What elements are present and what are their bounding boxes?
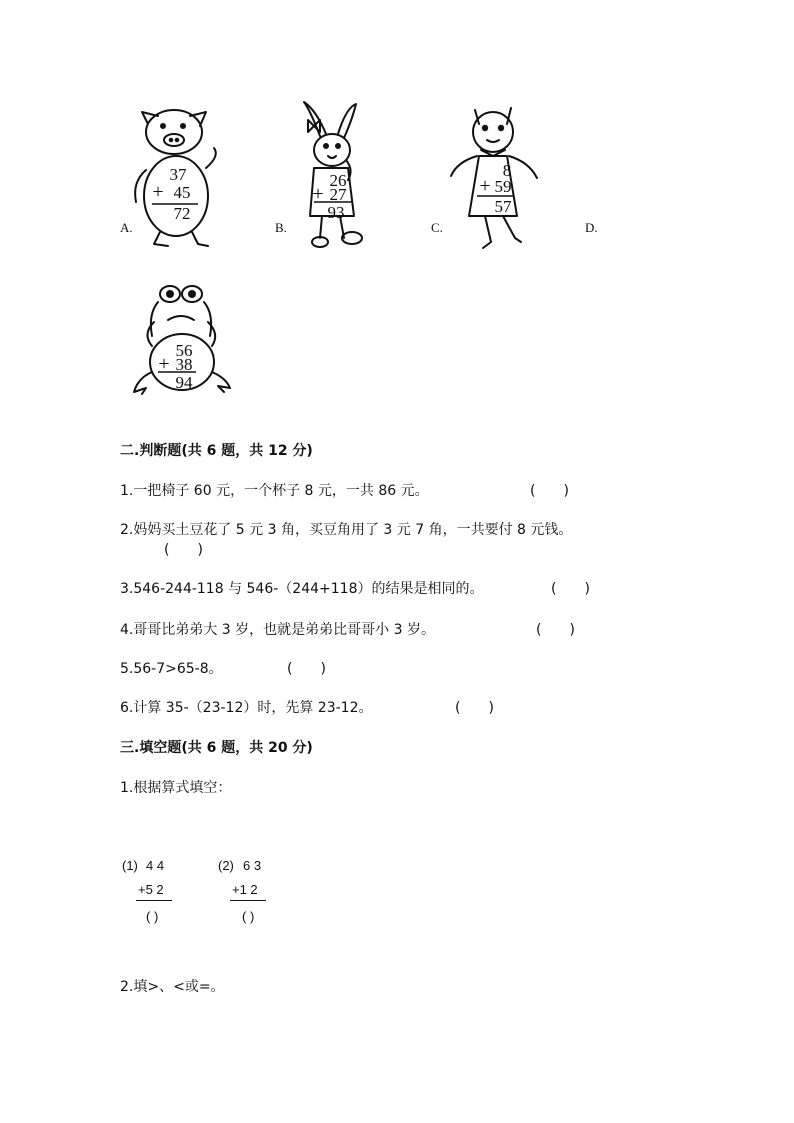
- frog-illustration: [128, 284, 236, 400]
- section-3-title: 三.填空题(共 6 题，共 20 分): [120, 740, 313, 756]
- tf-question-3: 3.546-244-118 与 546-（244+118）的结果是相同的。: [120, 581, 484, 597]
- cat-sum-result: 57: [494, 197, 512, 216]
- cat-sum-addend: 59: [494, 177, 512, 196]
- rabbit-illustration: [292, 98, 372, 254]
- tf-answer-4[interactable]: ( ): [536, 622, 575, 638]
- tf-question-5: 5.56-7>65-8。: [120, 661, 223, 677]
- tf-answer-6[interactable]: ( ): [455, 700, 494, 716]
- tf-answer-5[interactable]: ( ): [287, 661, 326, 677]
- tf-question-4: 4.哥哥比弟弟大 3 岁，也就是弟弟比哥哥小 3 岁。: [120, 622, 435, 638]
- cat-sum-top: 8: [502, 161, 512, 180]
- fill-question-1: 1.根据算式填空：: [120, 780, 232, 796]
- pig-illustration: [128, 104, 223, 252]
- option-c-label: C.: [431, 220, 443, 235]
- vsum-1-label: (1): [122, 858, 138, 873]
- tf-answer-2[interactable]: ( ): [164, 542, 203, 558]
- tf-answer-1[interactable]: ( ): [530, 483, 569, 499]
- frog-sum-addend: 38: [175, 355, 193, 374]
- rabbit-sum-top: 26: [329, 171, 347, 190]
- vsum-1-bottom: +5 2: [138, 882, 164, 897]
- fill-question-2: 2.填>、<或=。: [120, 979, 225, 995]
- rabbit-sum-op: +: [312, 183, 324, 205]
- pig-sum-addend: 45: [173, 183, 191, 202]
- pig-sum-op: +: [152, 181, 164, 203]
- vsum-1-top: 4 4: [146, 858, 165, 873]
- cat-sum-op: +: [479, 175, 491, 197]
- tf-answer-3[interactable]: ( ): [551, 581, 590, 597]
- rabbit-sum-result: 93: [327, 203, 345, 222]
- cat-illustration: [447, 102, 543, 254]
- rabbit-sum-addend: 27: [329, 185, 347, 204]
- frog-sum-result: 94: [175, 373, 193, 392]
- option-b-label: B.: [275, 220, 287, 235]
- vsum-2-label: (2): [218, 858, 234, 873]
- pig-sum-result: 72: [173, 204, 191, 223]
- option-d-label: D.: [585, 220, 598, 235]
- vsum-2-bottom: +1 2: [232, 882, 258, 897]
- option-a-label: A.: [120, 220, 133, 235]
- frog-sum-op: +: [158, 353, 170, 375]
- frog-sum-top: 56: [175, 341, 193, 360]
- tf-question-6: 6.计算 35-（23-12）时，先算 23-12。: [120, 700, 373, 716]
- vsum-2-answer[interactable]: ( ): [242, 909, 255, 924]
- vsum-2-line: [230, 900, 266, 901]
- vsum-2-top: 6 3: [243, 858, 262, 873]
- section-2-title: 二.判断题(共 6 题，共 12 分): [120, 443, 313, 459]
- vsum-1-line: [136, 900, 172, 901]
- tf-question-2: 2.妈妈买土豆花了 5 元 3 角，买豆角用了 3 元 7 角，一共要付 8 元钱。: [120, 522, 573, 538]
- vsum-1-answer[interactable]: ( ): [146, 909, 159, 924]
- tf-question-1: 1.一把椅子 60 元，一个杯子 8 元，一共 86 元。: [120, 483, 429, 499]
- pig-sum-top: 37: [169, 165, 187, 184]
